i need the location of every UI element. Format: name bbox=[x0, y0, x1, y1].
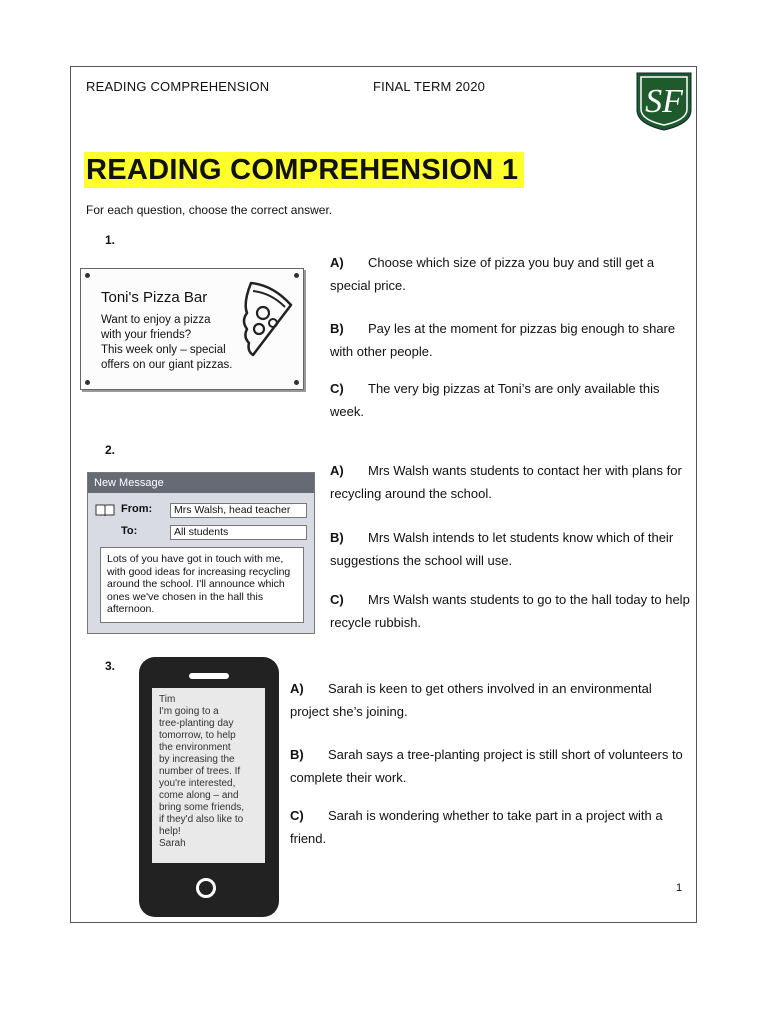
option-text: Sarah is keen to get others involved in an environmental project she’s joining. bbox=[290, 681, 652, 719]
phone-line: Sarah bbox=[159, 838, 186, 849]
option-text: Pay les at the moment for pizzas big enough to share with other people. bbox=[330, 321, 676, 359]
option-text: Mrs Walsh intends to let students know which of their suggestions the school will use. bbox=[330, 530, 674, 568]
from-label: From: bbox=[121, 503, 153, 515]
option-text: Mrs Walsh wants students to go to the hall today to help recycle rubbish. bbox=[330, 592, 690, 630]
option-1c[interactable] bbox=[330, 377, 690, 423]
option-text: The very big pizzas at Toni’s are only available this week. bbox=[330, 381, 660, 419]
phone-line: Tim bbox=[159, 694, 176, 705]
pin-icon bbox=[85, 273, 90, 278]
option-label: C) bbox=[290, 808, 304, 823]
option-text: Sarah says a tree-planting project is still short of volunteers to complete their work. bbox=[290, 747, 683, 785]
option-2c[interactable] bbox=[330, 588, 690, 634]
pizza-slice-icon bbox=[233, 277, 295, 357]
phone-screen bbox=[152, 688, 265, 863]
phone-line: I'm going to a bbox=[159, 706, 219, 717]
option-3c[interactable] bbox=[290, 804, 690, 850]
to-field: All students bbox=[170, 525, 307, 540]
school-crest-logo bbox=[634, 70, 694, 132]
sign-line: Want to enjoy a pizza bbox=[101, 314, 211, 326]
speaker-slot bbox=[189, 673, 229, 679]
option-2a[interactable] bbox=[330, 459, 690, 505]
sign-line: This week only – special bbox=[101, 344, 226, 356]
option-label: A) bbox=[330, 463, 344, 478]
pin-icon bbox=[294, 380, 299, 385]
option-label: C) bbox=[330, 381, 344, 396]
phone-line: tree-planting day bbox=[159, 718, 234, 729]
pin-icon bbox=[85, 380, 90, 385]
option-label: B) bbox=[290, 747, 304, 762]
question-number-1: 1. bbox=[105, 233, 116, 247]
phone-line: you're interested, bbox=[159, 778, 236, 789]
header-term: FINAL TERM 2020 bbox=[373, 79, 486, 94]
phone-line: by increasing the bbox=[159, 754, 235, 765]
option-text: Mrs Walsh wants students to contact her with plans for recycling around the school. bbox=[330, 463, 682, 501]
to-label: To: bbox=[121, 525, 138, 537]
phone-line: tomorrow, to help bbox=[159, 730, 236, 741]
question-number-2: 2. bbox=[105, 443, 116, 457]
from-field: Mrs Walsh, head teacher bbox=[170, 503, 307, 518]
option-2b[interactable] bbox=[330, 526, 690, 572]
phone-line: if they'd also like to bbox=[159, 814, 244, 825]
phone-line: help! bbox=[159, 826, 181, 837]
option-3a[interactable] bbox=[290, 677, 690, 723]
page-number: 1 bbox=[676, 882, 683, 894]
option-label: C) bbox=[330, 592, 344, 607]
option-3b[interactable] bbox=[290, 743, 690, 789]
option-label: A) bbox=[330, 255, 344, 270]
svg-text:SF: SF bbox=[645, 83, 683, 120]
phone-line: the environment bbox=[159, 742, 231, 753]
question-number-3: 3. bbox=[105, 659, 116, 673]
header-subject: READING COMPREHENSION bbox=[86, 79, 270, 94]
page-title: READING COMPREHENSION 1 bbox=[84, 152, 524, 188]
option-label: A) bbox=[290, 681, 304, 696]
option-label: B) bbox=[330, 321, 344, 336]
phone-line: number of trees. If bbox=[159, 766, 241, 777]
message-body: Lots of you have got in touch with me, with good ideas for increasing recycling around the school. I'll announce which ones we've chosen in the hall this afternoon. bbox=[100, 547, 304, 623]
pizza-sign-notice bbox=[80, 268, 304, 390]
option-1a[interactable] bbox=[330, 251, 690, 297]
sign-line: with your friends? bbox=[101, 329, 192, 341]
phone-line: come along – and bbox=[159, 790, 239, 801]
instructions: For each question, choose the correct answer. bbox=[86, 203, 333, 217]
option-text: Sarah is wondering whether to take part in a project with a friend. bbox=[290, 808, 663, 846]
option-label: B) bbox=[330, 530, 344, 545]
option-text: Choose which size of pizza you buy and still get a special price. bbox=[330, 255, 655, 293]
option-1b[interactable] bbox=[330, 317, 690, 363]
pizza-sign-title: Toni's Pizza Bar bbox=[101, 289, 208, 306]
home-button-icon bbox=[196, 878, 216, 898]
message-window bbox=[87, 472, 315, 634]
mobile-phone-image bbox=[139, 657, 279, 917]
phone-message-text bbox=[159, 694, 259, 850]
sign-line: offers on our giant pizzas. bbox=[101, 359, 233, 371]
message-title-bar: New Message bbox=[88, 473, 314, 493]
phone-line: bring some friends, bbox=[159, 802, 245, 813]
book-icon bbox=[95, 503, 115, 517]
